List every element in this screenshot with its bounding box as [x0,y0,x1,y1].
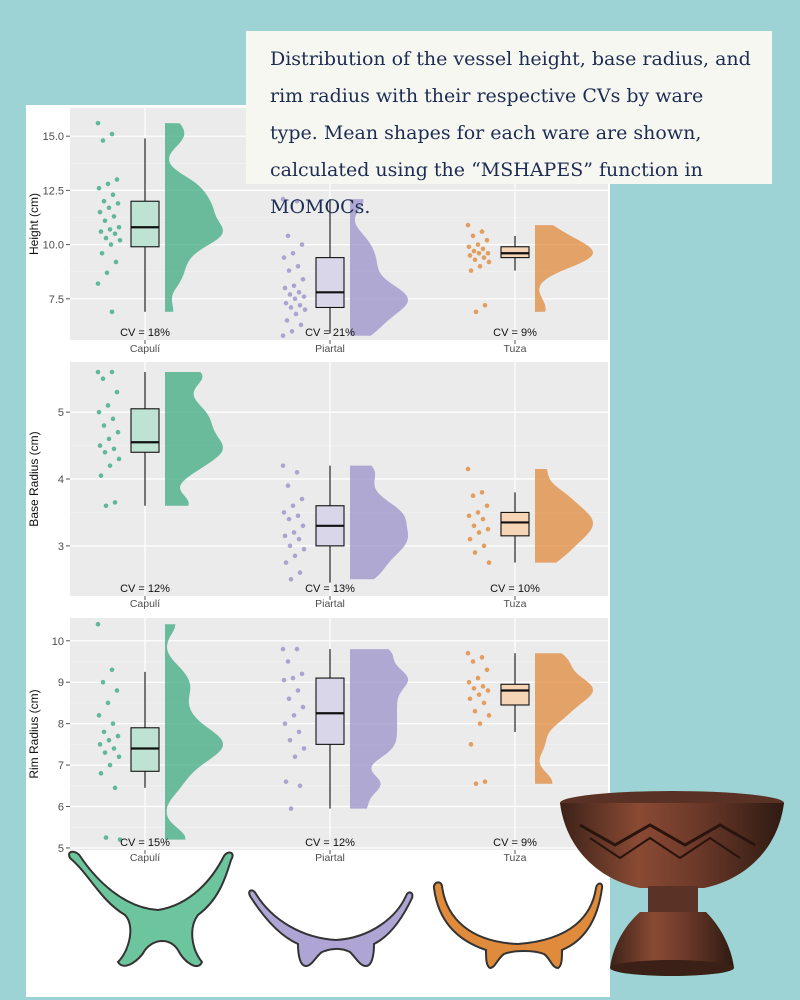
x-tick-label: Capulí [129,598,161,610]
y-tick-label: 9 [57,677,64,690]
y-tick-label: 15.0 [42,131,64,144]
x-tick-label: Tuza [503,343,527,355]
y-tick-label: 12.5 [42,185,64,198]
y-axis-title: Height (cm) [27,192,41,256]
y-tick-label: 10 [51,635,64,648]
cv-label: CV = 21% [305,327,355,339]
cv-label: CV = 15% [120,837,170,849]
x-tick-label: Piartal [315,852,345,864]
y-tick-label: 7.5 [48,293,64,306]
cv-label: CV = 18% [120,327,170,339]
y-tick-label: 3 [57,540,64,553]
x-tick-label: Capulí [129,852,161,864]
y-axis-title: Rim Radius (cm) [27,689,41,779]
cv-label: CV = 9% [493,327,537,339]
cv-label: CV = 10% [490,583,540,595]
cv-label: CV = 12% [305,837,355,849]
y-tick-label: 5 [57,842,64,855]
y-axis-title: Base Radius (cm) [27,431,41,527]
cv-label: CV = 13% [305,583,355,595]
y-tick-label: 6 [57,801,64,814]
x-tick-label: Capulí [129,343,161,355]
x-tick-label: Piartal [315,598,345,610]
y-tick-label: 5 [57,407,64,420]
y-tick-label: 7 [57,760,64,773]
y-tick-label: 4 [57,474,64,486]
x-tick-label: Piartal [315,343,345,355]
y-tick-label: 10.0 [42,239,64,252]
x-tick-label: Tuza [503,598,527,610]
figure-caption: Distribution of the vessel height, base radius, and rim radius with their respective CVs by ware type. Mean shapes for each ware are shown, calculated using the “MSHAPES” function in MOMOCs. [246,31,772,184]
cv-label: CV = 9% [493,837,537,849]
y-tick-label: 8 [57,718,64,731]
cv-label: CV = 12% [120,583,170,595]
x-tick-label: Tuza [503,852,527,864]
